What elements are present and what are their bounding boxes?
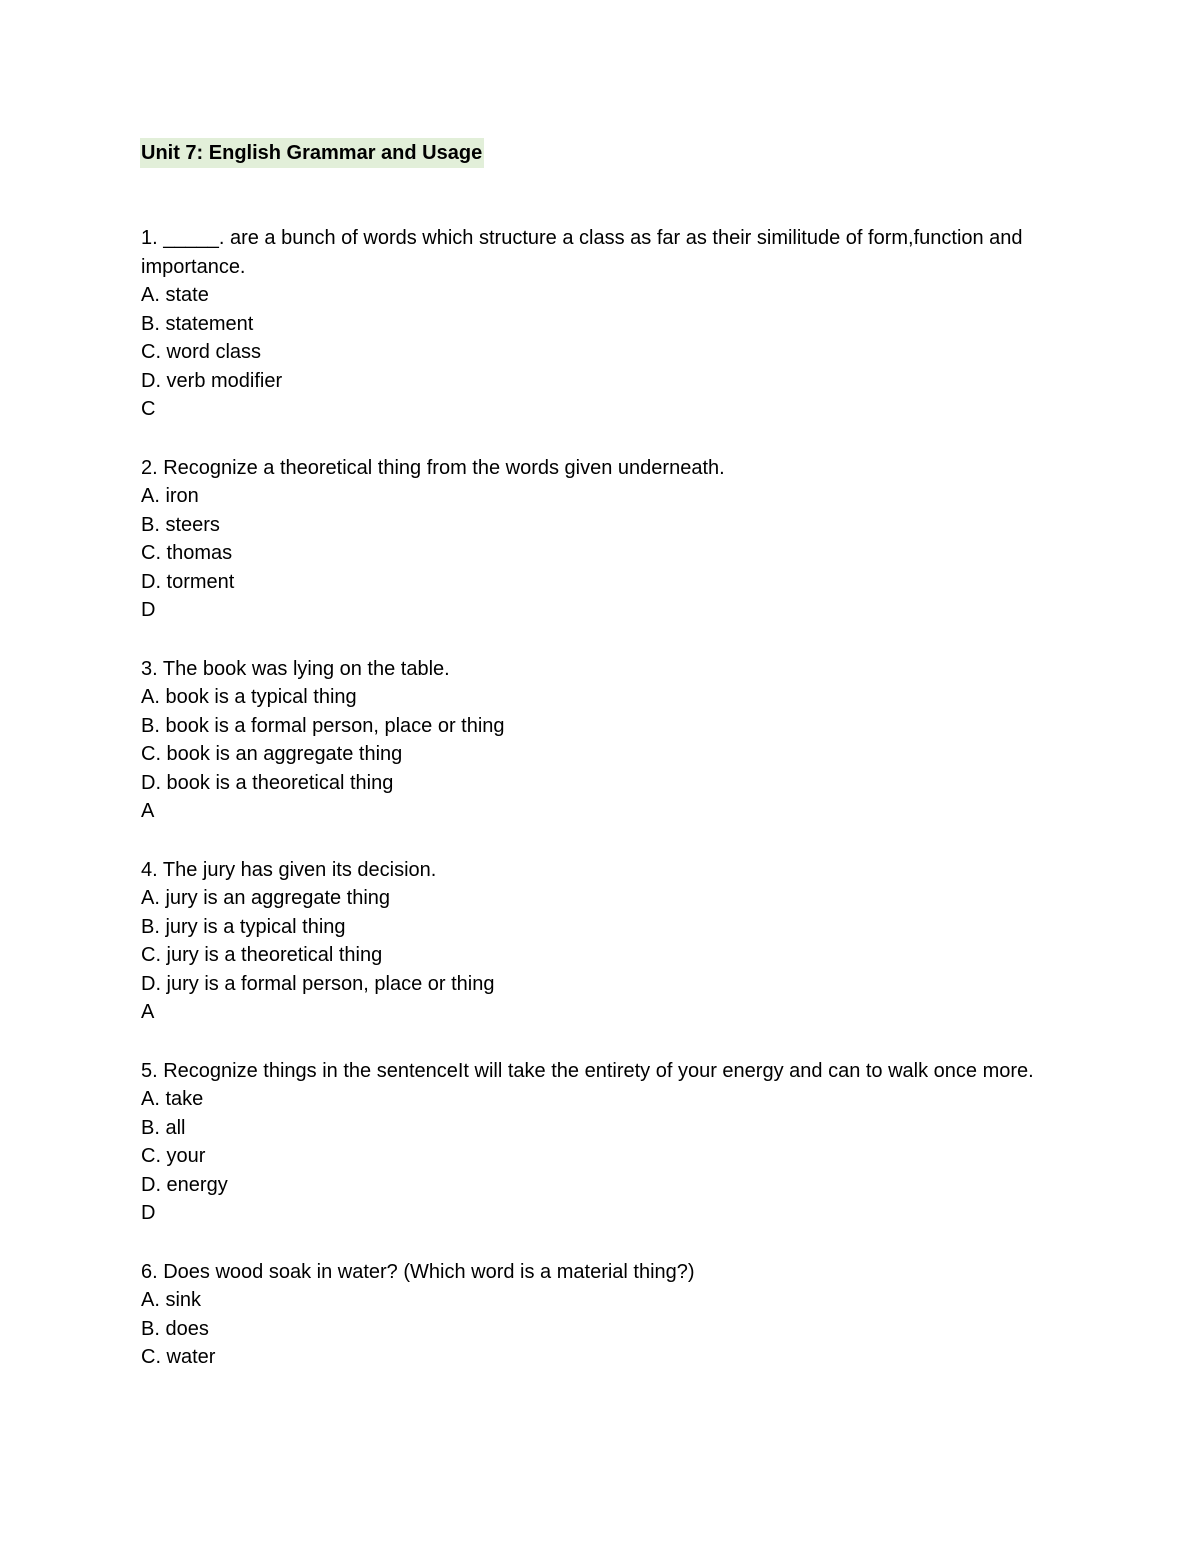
question-3 bbox=[141, 655, 1061, 826]
question-list bbox=[141, 224, 1061, 1372]
correct-answer: A bbox=[141, 1001, 155, 1023]
question-stem: 6. Does wood soak in water? (Which word is a material thing?) bbox=[141, 1260, 695, 1283]
document-title: Unit 7: English Grammar and Usage bbox=[140, 138, 484, 168]
document-page bbox=[141, 138, 1061, 1402]
answer-option: A. state bbox=[141, 284, 209, 306]
answer-option: B. book is a formal person, place or thing bbox=[141, 714, 505, 737]
question-5 bbox=[141, 1057, 1061, 1228]
answer-option: A. book is a typical thing bbox=[141, 686, 357, 708]
correct-answer: D bbox=[141, 1202, 156, 1224]
answer-option: C. thomas bbox=[141, 542, 233, 564]
answer-option: D. energy bbox=[141, 1173, 228, 1196]
correct-answer: D bbox=[141, 599, 156, 621]
answer-option: D. jury is a formal person, place or thing bbox=[141, 972, 495, 995]
answer-option: A. sink bbox=[141, 1289, 202, 1311]
answer-option: D. book is a theoretical thing bbox=[141, 771, 394, 794]
answer-option: C. jury is a theoretical thing bbox=[141, 944, 383, 966]
answer-option: C. book is an aggregate thing bbox=[141, 743, 403, 765]
answer-option: A. take bbox=[141, 1088, 204, 1110]
answer-option: B. jury is a typical thing bbox=[141, 915, 346, 938]
answer-option: C. word class bbox=[141, 341, 262, 363]
answer-option: A. iron bbox=[141, 485, 199, 507]
question-stem: 2. Recognize a theoretical thing from the words given underneath. bbox=[141, 456, 725, 479]
correct-answer: C bbox=[141, 398, 156, 420]
question-stem: 5. Recognize things in the sentenceIt will take the entirety of your energy and can to walk once more. bbox=[141, 1059, 1034, 1082]
answer-option: C. your bbox=[141, 1145, 206, 1167]
question-stem: 1. _____. are a bunch of words which structure a class as far as their similitude of form,function and importance. bbox=[141, 227, 1023, 278]
answer-option: B. statement bbox=[141, 312, 254, 335]
question-stem: 4. The jury has given its decision. bbox=[141, 858, 437, 881]
correct-answer: A bbox=[141, 800, 155, 822]
answer-option: B. steers bbox=[141, 513, 220, 536]
answer-option: C. water bbox=[141, 1346, 216, 1368]
question-stem: 3. The book was lying on the table. bbox=[141, 657, 450, 680]
question-1 bbox=[141, 224, 1061, 424]
answer-option: A. jury is an aggregate thing bbox=[141, 887, 391, 909]
question-4 bbox=[141, 856, 1061, 1027]
question-2 bbox=[141, 454, 1061, 625]
answer-option: B. all bbox=[141, 1116, 186, 1139]
answer-option: D. torment bbox=[141, 570, 235, 593]
answer-option: D. verb modifier bbox=[141, 369, 283, 392]
question-6 bbox=[141, 1258, 1061, 1372]
answer-option: B. does bbox=[141, 1317, 209, 1340]
